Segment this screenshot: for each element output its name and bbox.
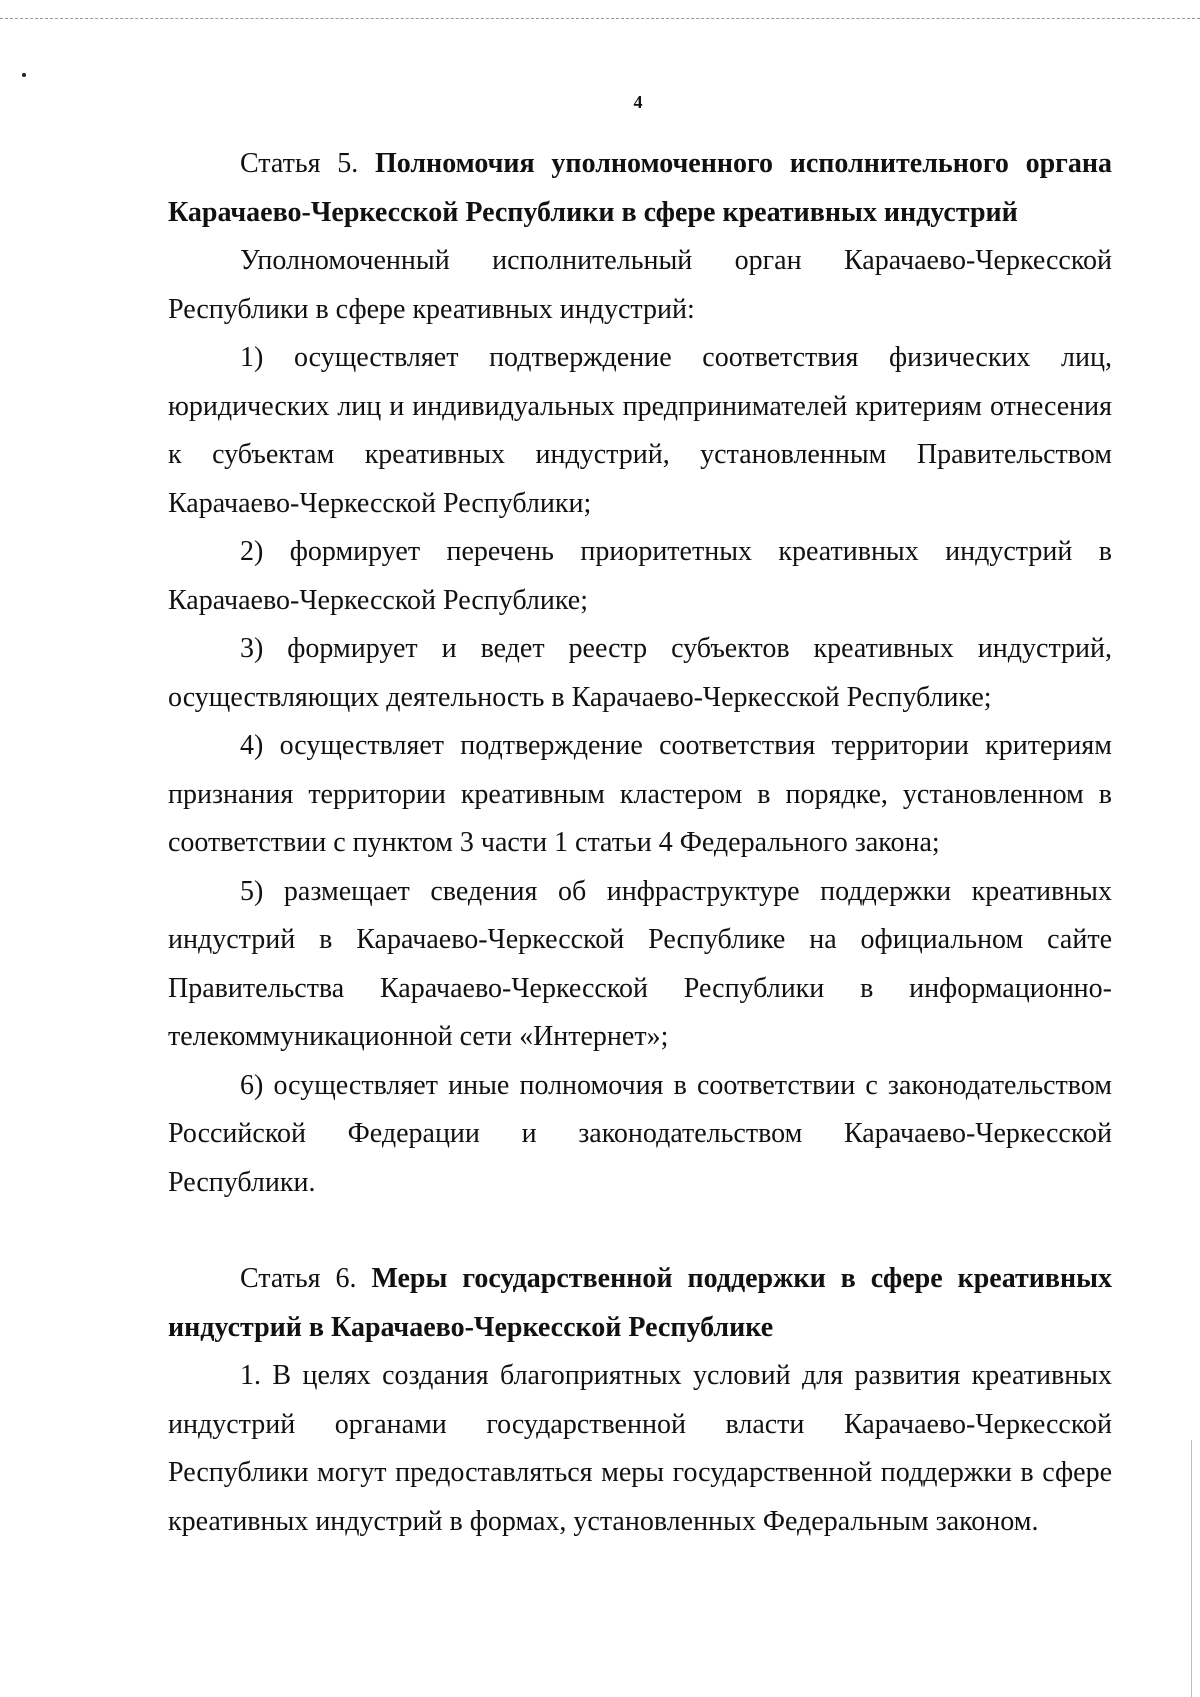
article-5-item-3: 3) формирует и ведет реестр субъектов креативных индустрий, осуществляющих деятельность в Карачаево-Черкесской Республике; [168,633,1112,713]
scan-top-edge-line [0,18,1200,19]
article-5-item-6: 6) осуществляет иные полномочия в соответствии с законодательством Российской Федерации и законодательством Карачаево-Черкесской Республики. [168,1069,1112,1198]
section-spacer [168,1207,1112,1255]
article-5-title: Полномочия уполномоченного исполнительного органа Карачаево-Черкесской Республики в сфере креативных индустрий [168,148,1113,228]
scan-right-edge-line [1191,1440,1192,1697]
document-body [168,140,1112,1546]
page-number: 4 [633,92,643,112]
article-6-label: Статья 6. [240,1263,357,1294]
scan-speck [22,73,26,77]
article-6-paragraph-1: 1. В целях создания благоприятных условий для развития креативных индустрий органами государственной власти Карачаево-Черкесской Республики могут предоставляться меры государственной поддержки в сфере креативных индустрий в формах, установленных Федеральным законом. [168,1360,1112,1537]
article-6-title: Меры государственной поддержки в сфере креативных индустрий в Карачаево-Черкесской Республике [168,1263,1113,1343]
article-5-item-2: 2) формирует перечень приоритетных креативных индустрий в Карачаево-Черкесской Республике; [168,536,1112,616]
article-5-heading [168,140,1112,237]
article-5-item-1: 1) осуществляет подтверждение соответствия физических лиц, юридических лиц и индивидуальных предпринимателей критериям отнесения к субъектам креативных индустрий, установленным Правительством Карачаево-Черкесской Республики; [168,342,1112,519]
article-5-item-4: 4) осуществляет подтверждение соответствия территории критериям признания территории креативным кластером в порядке, установленном в соответствии с пунктом 3 части 1 статьи 4 Федерального закона; [168,730,1112,858]
article-6-heading [168,1255,1112,1352]
article-5-label: Статья 5. [240,148,359,179]
article-5-intro: Уполномоченный исполнительный орган Карачаево-Черкесской Республики в сфере креативных индустрий: [168,245,1112,325]
article-5-item-5: 5) размещает сведения об инфраструктуре поддержки креативных индустрий в Карачаево-Черкесской Республике на официальном сайте Правительства Карачаево-Черкесской Республики в информационно-телекоммуникационной сети «Интернет»; [168,875,1112,1052]
